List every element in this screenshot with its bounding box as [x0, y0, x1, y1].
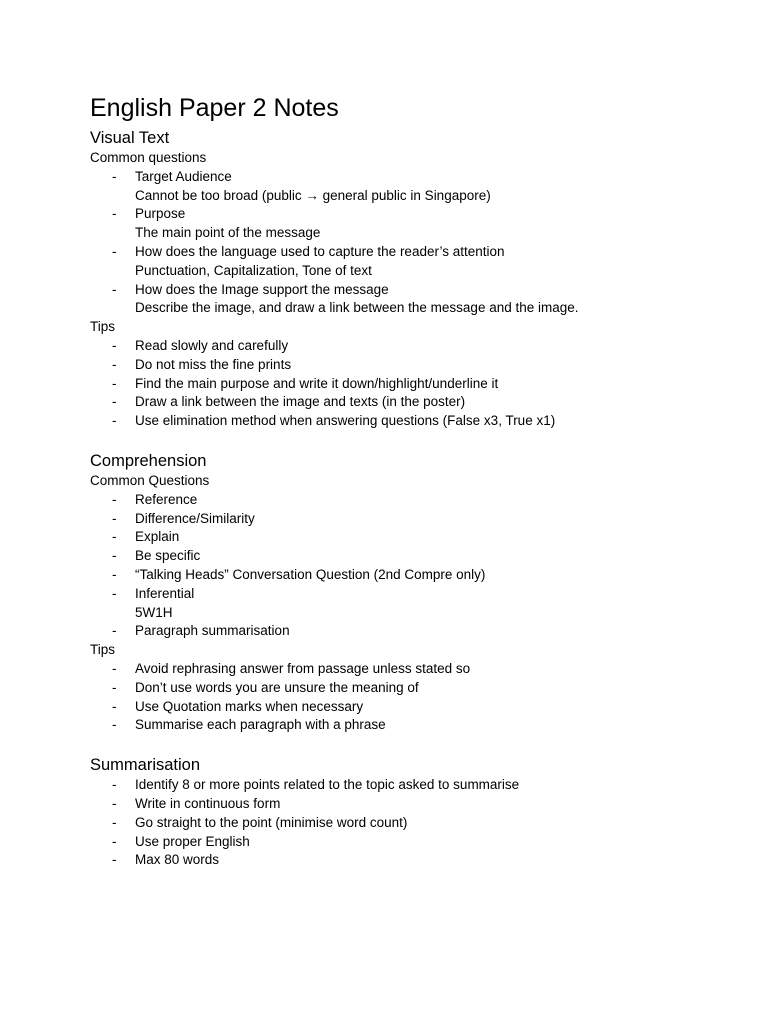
visual-text-tips-list — [90, 337, 730, 431]
list-item — [90, 547, 730, 566]
list-item-subtext: Describe the image, and draw a link between the message and the image. — [135, 300, 579, 316]
dash-bullet: - — [112, 777, 117, 793]
list-item — [90, 205, 730, 243]
list-item-text: Explain — [135, 529, 180, 545]
list-item — [90, 795, 730, 814]
list-item — [90, 243, 730, 281]
list-item — [90, 851, 730, 870]
list-item — [90, 566, 730, 585]
dash-bullet: - — [112, 206, 117, 222]
list-item-text: Use elimination method when answering questions (False x3, True x1) — [135, 413, 556, 429]
list-item — [90, 528, 730, 547]
list-item-text: Paragraph summarisation — [135, 623, 290, 639]
list-item-text: Don’t use words you are unsure the meaning of — [135, 679, 419, 695]
list-item — [90, 375, 730, 394]
document-page — [90, 92, 730, 870]
dash-bullet: - — [112, 337, 117, 353]
list-item-text: “Talking Heads” Conversation Question (2nd Compre only) — [135, 566, 486, 582]
list-item — [90, 337, 730, 356]
list-item-text: Purpose — [135, 206, 186, 222]
list-item — [90, 510, 730, 529]
list-item-text: Be specific — [135, 548, 201, 564]
dash-bullet: - — [112, 698, 117, 714]
dash-bullet: - — [112, 168, 117, 184]
visual-text-common-questions-list — [90, 168, 730, 318]
dash-bullet: - — [112, 717, 117, 733]
list-item-subtext: Punctuation, Capitalization, Tone of text — [135, 262, 372, 278]
list-item-subtext: 5W1H — [135, 604, 173, 620]
list-item-text: Read slowly and carefully — [135, 337, 289, 353]
list-item-text: Inferential — [135, 585, 195, 601]
tips-label: Tips — [90, 642, 116, 658]
dash-bullet: - — [112, 548, 117, 564]
common-questions-label: Common questions — [90, 150, 207, 165]
dash-bullet: - — [112, 243, 117, 259]
list-item — [90, 393, 730, 412]
dash-bullet: - — [112, 566, 117, 582]
dash-bullet: - — [112, 510, 117, 526]
list-item-text: Identify 8 or more points related to the topic asked to summarise — [135, 777, 520, 793]
list-item — [90, 776, 730, 795]
dash-bullet: - — [112, 491, 117, 507]
dash-bullet: - — [112, 833, 117, 849]
common-questions-label: Common Questions — [90, 472, 210, 488]
dash-bullet: - — [112, 795, 117, 811]
list-item-text: How does the language used to capture the reader’s attention — [135, 243, 505, 259]
list-item — [90, 679, 730, 698]
list-item-subtext: The main point of the message — [135, 225, 321, 241]
dash-bullet: - — [112, 394, 117, 410]
list-item — [90, 660, 730, 679]
section-summarisation — [90, 754, 730, 870]
section-heading-visual-text: Visual Text — [90, 129, 170, 147]
list-item-subtext: Cannot be too broad (public → general public in Singapore) — [135, 187, 491, 203]
list-item-text: Reference — [135, 491, 198, 507]
list-item-text: Max 80 words — [135, 852, 220, 868]
list-item — [90, 814, 730, 833]
list-item-text: Avoid rephrasing answer from passage unless stated so — [135, 660, 471, 676]
dash-bullet: - — [112, 679, 117, 695]
tips-label: Tips — [90, 319, 116, 335]
list-item — [90, 585, 730, 623]
comprehension-common-questions-list — [90, 491, 730, 641]
list-item — [90, 281, 730, 319]
list-item-text: How does the Image support the message — [135, 281, 389, 297]
list-item-text: Find the main purpose and write it down/highlight/underline it — [135, 375, 499, 391]
section-heading-comprehension: Comprehension — [90, 451, 207, 470]
dash-bullet: - — [112, 413, 117, 429]
list-item-text: Go straight to the point (minimise word count) — [135, 814, 408, 830]
list-item — [90, 168, 730, 206]
list-item-text: Difference/Similarity — [135, 510, 255, 526]
list-item — [90, 491, 730, 510]
list-item-text: Target Audience — [135, 168, 232, 184]
dash-bullet: - — [112, 852, 117, 868]
list-item — [90, 622, 730, 641]
list-item — [90, 412, 730, 431]
list-item-text: Use Quotation marks when necessary — [135, 698, 364, 714]
section-visual-text — [90, 127, 730, 431]
list-item-text: Do not miss the fine prints — [135, 356, 292, 372]
list-item-text: Draw a link between the image and texts (in the poster) — [135, 394, 466, 410]
dash-bullet: - — [112, 585, 117, 601]
list-item-text: Write in continuous form — [135, 795, 281, 811]
dash-bullet: - — [112, 281, 117, 297]
dash-bullet: - — [112, 814, 117, 830]
list-item — [90, 698, 730, 717]
dash-bullet: - — [112, 375, 117, 391]
dash-bullet: - — [112, 529, 117, 545]
list-item-text: Summarise each paragraph with a phrase — [135, 717, 386, 733]
section-comprehension — [90, 450, 730, 735]
dash-bullet: - — [112, 356, 117, 372]
list-item — [90, 356, 730, 375]
document-title: English Paper 2 Notes — [90, 94, 339, 122]
comprehension-tips-list — [90, 660, 730, 735]
dash-bullet: - — [112, 660, 117, 676]
list-item — [90, 716, 730, 735]
list-item — [90, 833, 730, 852]
summarisation-list — [90, 776, 730, 870]
list-item-text: Use proper English — [135, 833, 250, 849]
dash-bullet: - — [112, 623, 117, 639]
section-heading-summarisation: Summarisation — [90, 756, 201, 775]
